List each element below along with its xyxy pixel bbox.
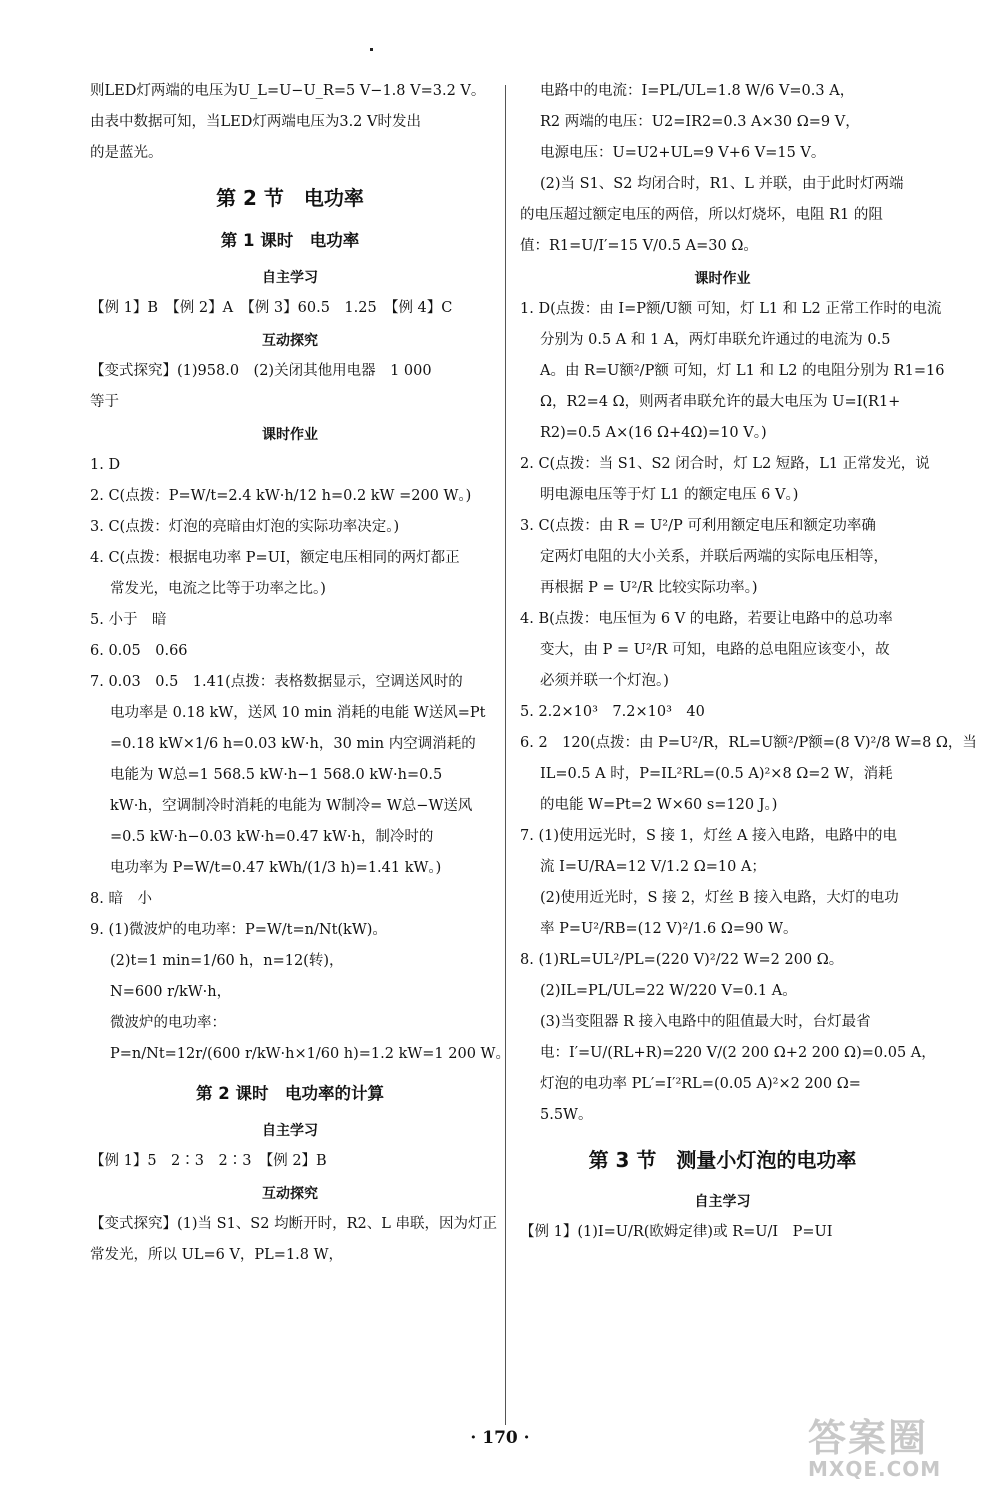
- text-line: 5. 2.2×10³ 7.2×10³ 40: [520, 704, 705, 720]
- subsection-heading: 课时作业: [694, 271, 751, 287]
- text-line: 7. (1)使用远光时，S 接 1，灯丝 A 接入电路，电路中的电: [520, 828, 898, 844]
- text-line: 值：R1=U/I′=15 V/0.5 A=30 Ω。: [520, 238, 758, 254]
- text-line: =0.5 kW·h−0.03 kW·h=0.47 kW·h，制冷时的: [110, 829, 434, 845]
- watermark-line1: 答案圈: [808, 1416, 929, 1460]
- text-line: 常发光，所以 UL=6 V，PL=1.8 W，: [90, 1247, 344, 1263]
- text-line: 【例 1】5 2∶3 2∶3 【例 2】B: [90, 1153, 327, 1169]
- text-line: 明电源电压等于灯 L1 的额定电压 6 V。): [540, 487, 799, 503]
- text-line: 的是蓝光。: [90, 145, 163, 161]
- text-line: 5. 小于 暗: [90, 612, 167, 628]
- text-line: 的电压超过额定电压的两倍，所以灯烧坏，电阻 R1 的阻: [520, 207, 883, 223]
- subsection-heading: 自主学习: [262, 1123, 318, 1139]
- text-line: =0.18 kW×1/6 h=0.03 kW·h，30 min 内空调消耗的: [110, 736, 476, 752]
- text-line: 电：I′=U/(RL+R)=220 V/(2 200 Ω+2 200 Ω)=0.05 A，: [540, 1045, 936, 1061]
- text-line: IL=0.5 A 时，P=IL²RL=(0.5 A)²×8 Ω=2 W，消耗: [540, 766, 893, 782]
- print-dot: [370, 48, 373, 51]
- text-line: 1. D: [90, 457, 121, 473]
- text-line: 微波炉的电功率：: [110, 1015, 226, 1031]
- right-column: [520, 76, 977, 1248]
- subsection-heading: 自主学习: [262, 270, 318, 286]
- text-line: 9. (1)微波炉的电功率：P=W/t=n/Nt(kW)。: [90, 922, 387, 938]
- text-line: 定两灯电阻的大小关系，并联后两端的实际电压相等，: [540, 549, 888, 565]
- text-line: 电功率是 0.18 kW，送风 10 min 消耗的电能 W送风=Pt: [110, 705, 486, 721]
- text-line: 流 I=U/RA=12 V/1.2 Ω=10 A；: [540, 859, 766, 875]
- text-line: A。由 R=U额²/P额 可知，灯 L1 和 L2 的电阻分别为 R1=16: [540, 363, 945, 379]
- lesson-title: 第 2 课时 电功率的计算: [196, 1084, 384, 1103]
- text-line: 3. C(点拨：灯泡的亮暗由灯泡的实际功率决定。): [90, 519, 400, 535]
- text-line: 5.5W。: [540, 1107, 593, 1123]
- text-line: 4. B(点拨：电压恒为 6 V 的电路，若要让电路中的总功率: [520, 611, 893, 627]
- text-line: 【变式探究】(1)当 S1、S2 均断开时，R2、L 串联，因为灯正: [90, 1216, 497, 1232]
- text-line: 1. D(点拨：由 I=P额/U额 可知，灯 L1 和 L2 正常工作时的电流: [520, 301, 942, 317]
- text-line: 3. C(点拨：由 R = U²/P 可利用额定电压和额定功率确: [520, 518, 876, 534]
- watermark-logo: [808, 1418, 988, 1484]
- text-line: 常发光，电流之比等于功率之比。): [110, 581, 326, 597]
- watermark-line2: MXQE.COM: [808, 1457, 942, 1481]
- text-line: 的电能 W=Pt=2 W×60 s=120 J。): [540, 797, 778, 813]
- text-line: 【例 1】B 【例 2】A 【例 3】60.5 1.25 【例 4】C: [90, 300, 453, 316]
- page-number: · 170 ·: [470, 1428, 530, 1448]
- text-line: 再根据 P = U²/R 比较实际功率。): [540, 580, 758, 596]
- text-line: kW·h，空调制冷时消耗的电能为 W制冷= W总−W送风: [110, 798, 473, 814]
- text-line: N=600 r/kW·h，: [110, 984, 232, 1000]
- text-line: 分别为 0.5 A 和 1 A，两灯串联允许通过的电流为 0.5: [540, 332, 891, 348]
- text-line: 8. 暗 小: [90, 891, 152, 907]
- subsection-heading: 互动探究: [262, 333, 318, 349]
- text-line: 电能为 W总=1 568.5 kW·h−1 568.0 kW·h=0.5: [110, 767, 443, 783]
- text-line: P=n/Nt=12r/(600 r/kW·h×1/60 h)=1.2 kW=1 200 W。: [110, 1046, 510, 1062]
- column-divider: [505, 85, 506, 1425]
- text-line: 电功率为 P=W/t=0.47 kWh/(1/3 h)=1.41 kW。): [110, 860, 442, 876]
- text-line: (3)当变阻器 R 接入电路中的阻值最大时，台灯最省: [540, 1014, 871, 1030]
- text-line: R2)=0.5 A×(16 Ω+4Ω)=10 V。): [540, 425, 767, 441]
- text-line: Ω，R2=4 Ω，则两者串联允许的最大电压为 U=I(R1+: [540, 394, 901, 410]
- text-line: 率 P=U²/RB=(12 V)²/1.6 Ω=90 W。: [540, 921, 798, 937]
- section-title: 第 3 节 测量小灯泡的电功率: [588, 1148, 857, 1172]
- text-line: 4. C(点拨：根据电功率 P=UI，额定电压相同的两灯都正: [90, 550, 460, 566]
- text-line: (2)当 S1、S2 均闭合时，R1、L 并联，由于此时灯两端: [540, 176, 904, 192]
- text-line: 8. (1)RL=UL²/PL=(220 V)²/22 W=2 200 Ω。: [520, 952, 844, 968]
- text-line: 由表中数据可知，当LED灯两端电压为3.2 V时发出: [90, 114, 421, 130]
- text-line: 电源电压：U=U2+UL=9 V+6 V=15 V。: [540, 145, 826, 161]
- text-line: 2. C(点拨：P=W/t=2.4 kW·h/12 h=0.2 kW =200 W。): [90, 488, 472, 504]
- text-line: R2 两端的电压：U2=IR2=0.3 A×30 Ω=9 V，: [540, 114, 860, 130]
- left-column: [90, 76, 510, 1271]
- text-line: (2)使用近光时，S 接 2，灯丝 B 接入电路，大灯的电功: [540, 890, 899, 906]
- text-line: 变大，由 P = U²/R 可知，电路的总电阻应该变小，故: [540, 642, 890, 658]
- subsection-heading: 互动探究: [262, 1186, 318, 1202]
- text-line: 灯泡的电功率 PL′=I′²RL=(0.05 A)²×2 200 Ω=: [540, 1076, 861, 1092]
- text-line: 6. 0.05 0.66: [90, 643, 188, 659]
- subsection-heading: 自主学习: [694, 1194, 751, 1210]
- text-line: 【例 1】(1)I=U/R(欧姆定律)或 R=U/I P=UI: [520, 1224, 833, 1240]
- text-line: 必须并联一个灯泡。): [540, 673, 669, 689]
- text-line: 7. 0.03 0.5 1.41(点拨：表格数据显示，空调送风时的: [90, 674, 463, 690]
- text-line: (2)IL=PL/UL=22 W/220 V=0.1 A。: [540, 983, 797, 999]
- text-line: 等于: [90, 394, 119, 410]
- text-line: 2. C(点拨：当 S1、S2 闭合时，灯 L2 短路，L1 正常发光，说: [520, 456, 930, 472]
- text-line: 6. 2 120(点拨：由 P=U²/R，RL=U额²/P额=(8 V)²/8 W=8 Ω，当: [520, 735, 977, 751]
- text-line: 则LED灯两端的电压为U_L=U−U_R=5 V−1.8 V=3.2 V。: [90, 83, 486, 99]
- text-line: 【变式探究】(1)958.0 (2)关闭其他用电器 1 000: [90, 363, 432, 379]
- lesson-title: 第 1 课时 电功率: [220, 231, 360, 250]
- text-line: 电路中的电流：I=PL/UL=1.8 W/6 V=0.3 A，: [540, 83, 855, 99]
- section-title: 第 2 节 电功率: [216, 186, 364, 210]
- text-line: (2)t=1 min=1/60 h，n=12(转)，: [110, 953, 344, 969]
- subsection-heading: 课时作业: [262, 427, 318, 443]
